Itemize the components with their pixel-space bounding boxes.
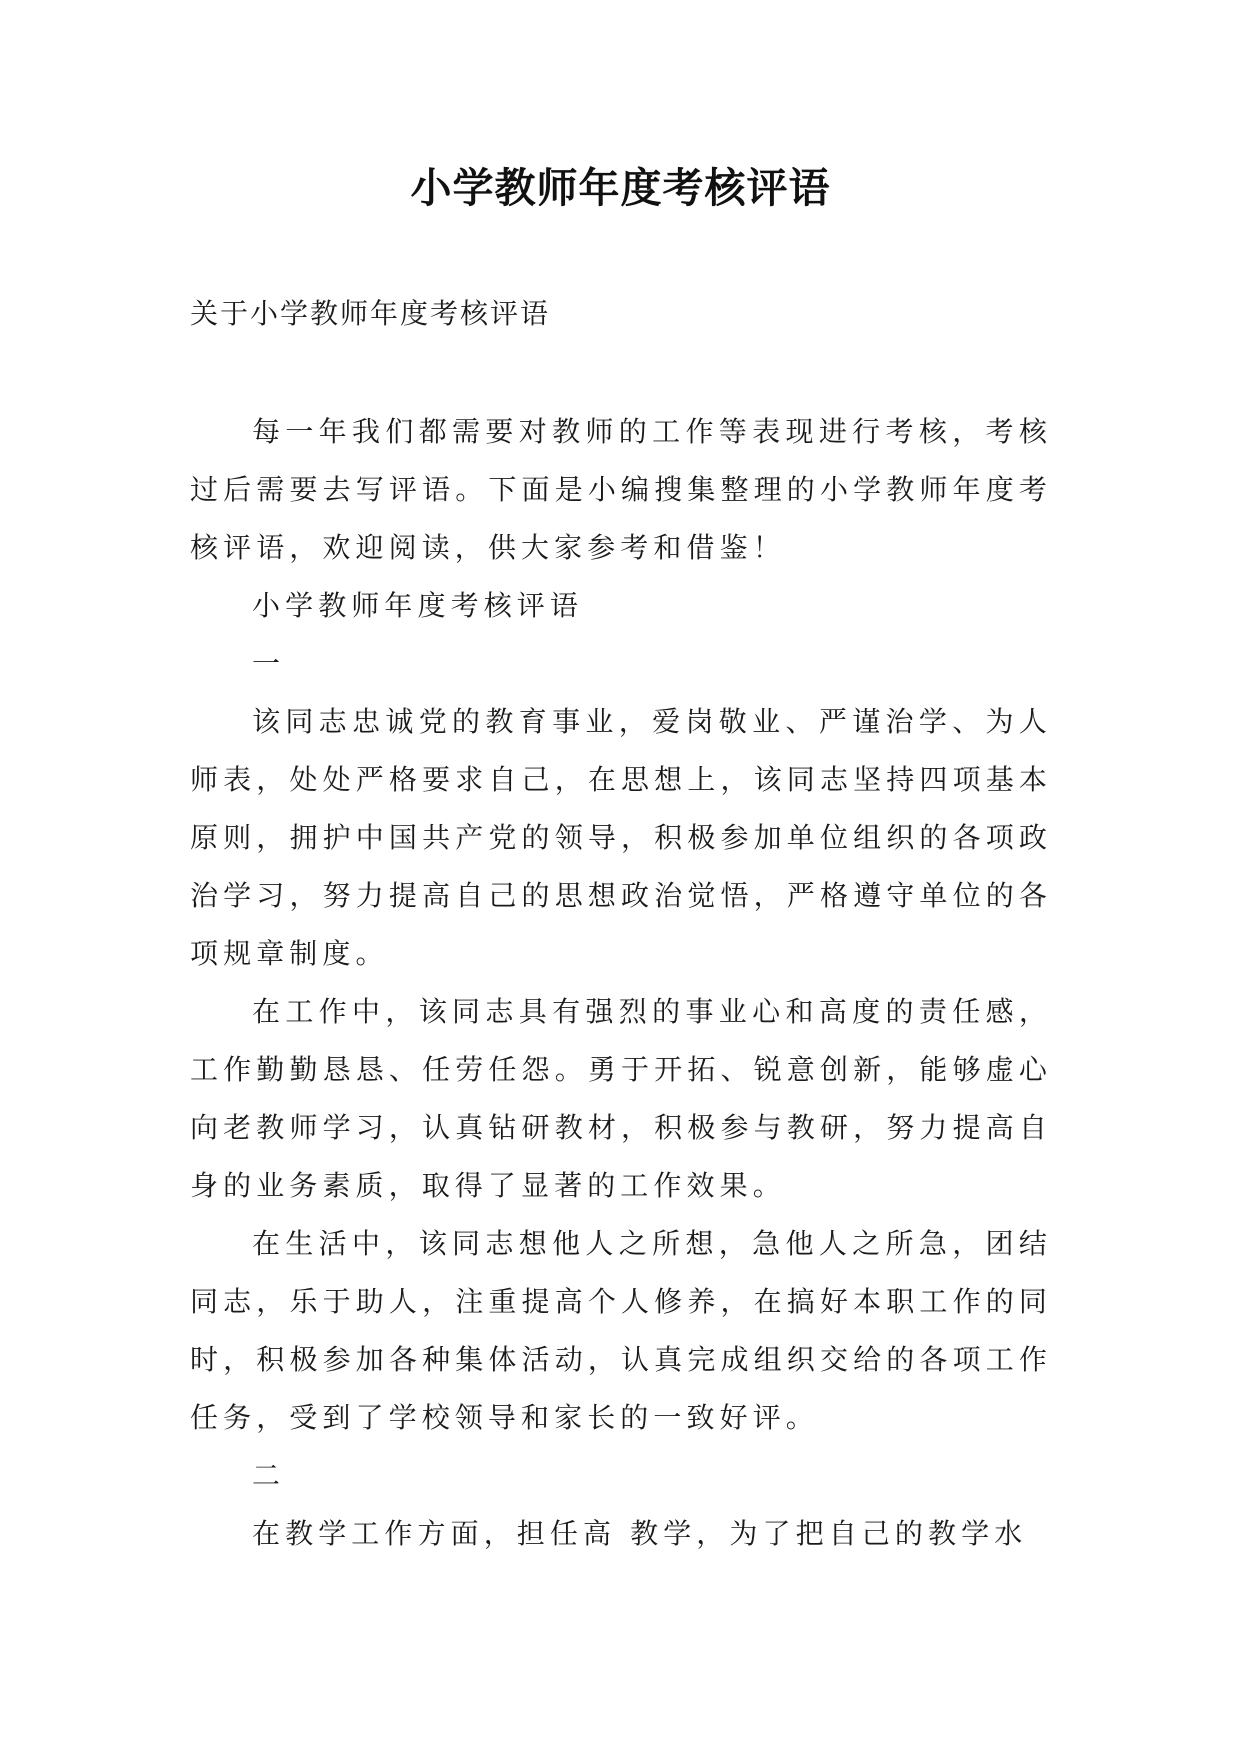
section-heading: 小学教师年度考核评语 [252, 589, 584, 622]
section-marker-two: 二 [252, 1459, 286, 1492]
section-marker-one: 一 [252, 647, 286, 680]
document-body [190, 403, 1052, 1563]
body-paragraph: 在生活中，该同志想他人之所想，急他人之所急，团结同志，乐于助人，注重提高个人修养，在搞好本职工作的同时，积极参加各种集体活动，认真完成组织交给的各项工作任务，受到了学校领导和家长的一致好评。 [190, 1227, 1052, 1434]
document-subtitle: 关于小学教师年度考核评语 [190, 297, 551, 330]
document-title: 小学教师年度考核评语 [410, 164, 831, 212]
body-paragraph: 该同志忠诚党的教育事业，爱岗敬业、严谨治学、为人师表，处处严格要求自己，在思想上，该同志坚持四项基本原则，拥护中国共产党的领导，积极参加单位组织的各项政治学习，努力提高自己的思想政治觉悟，严格遵守单位的各项规章制度。 [190, 705, 1052, 970]
intro-paragraph: 每一年我们都需要对教师的工作等表现进行考核，考核过后需要去写评语。下面是小编搜集整理的小学教师年度考核评语，欢迎阅读，供大家参考和借鉴！ [190, 415, 1052, 564]
body-paragraph: 在教学工作方面，担任高 教学，为了把自己的教学水 [252, 1517, 1028, 1550]
body-paragraph: 在工作中，该同志具有强烈的事业心和高度的责任感，工作勤勤恳恳、任劳任怨。勇于开拓、锐意创新，能够虚心向老教师学习，认真钻研教材，积极参与教研，努力提高自身的业务素质，取得了显著的工作效果。 [190, 995, 1052, 1202]
